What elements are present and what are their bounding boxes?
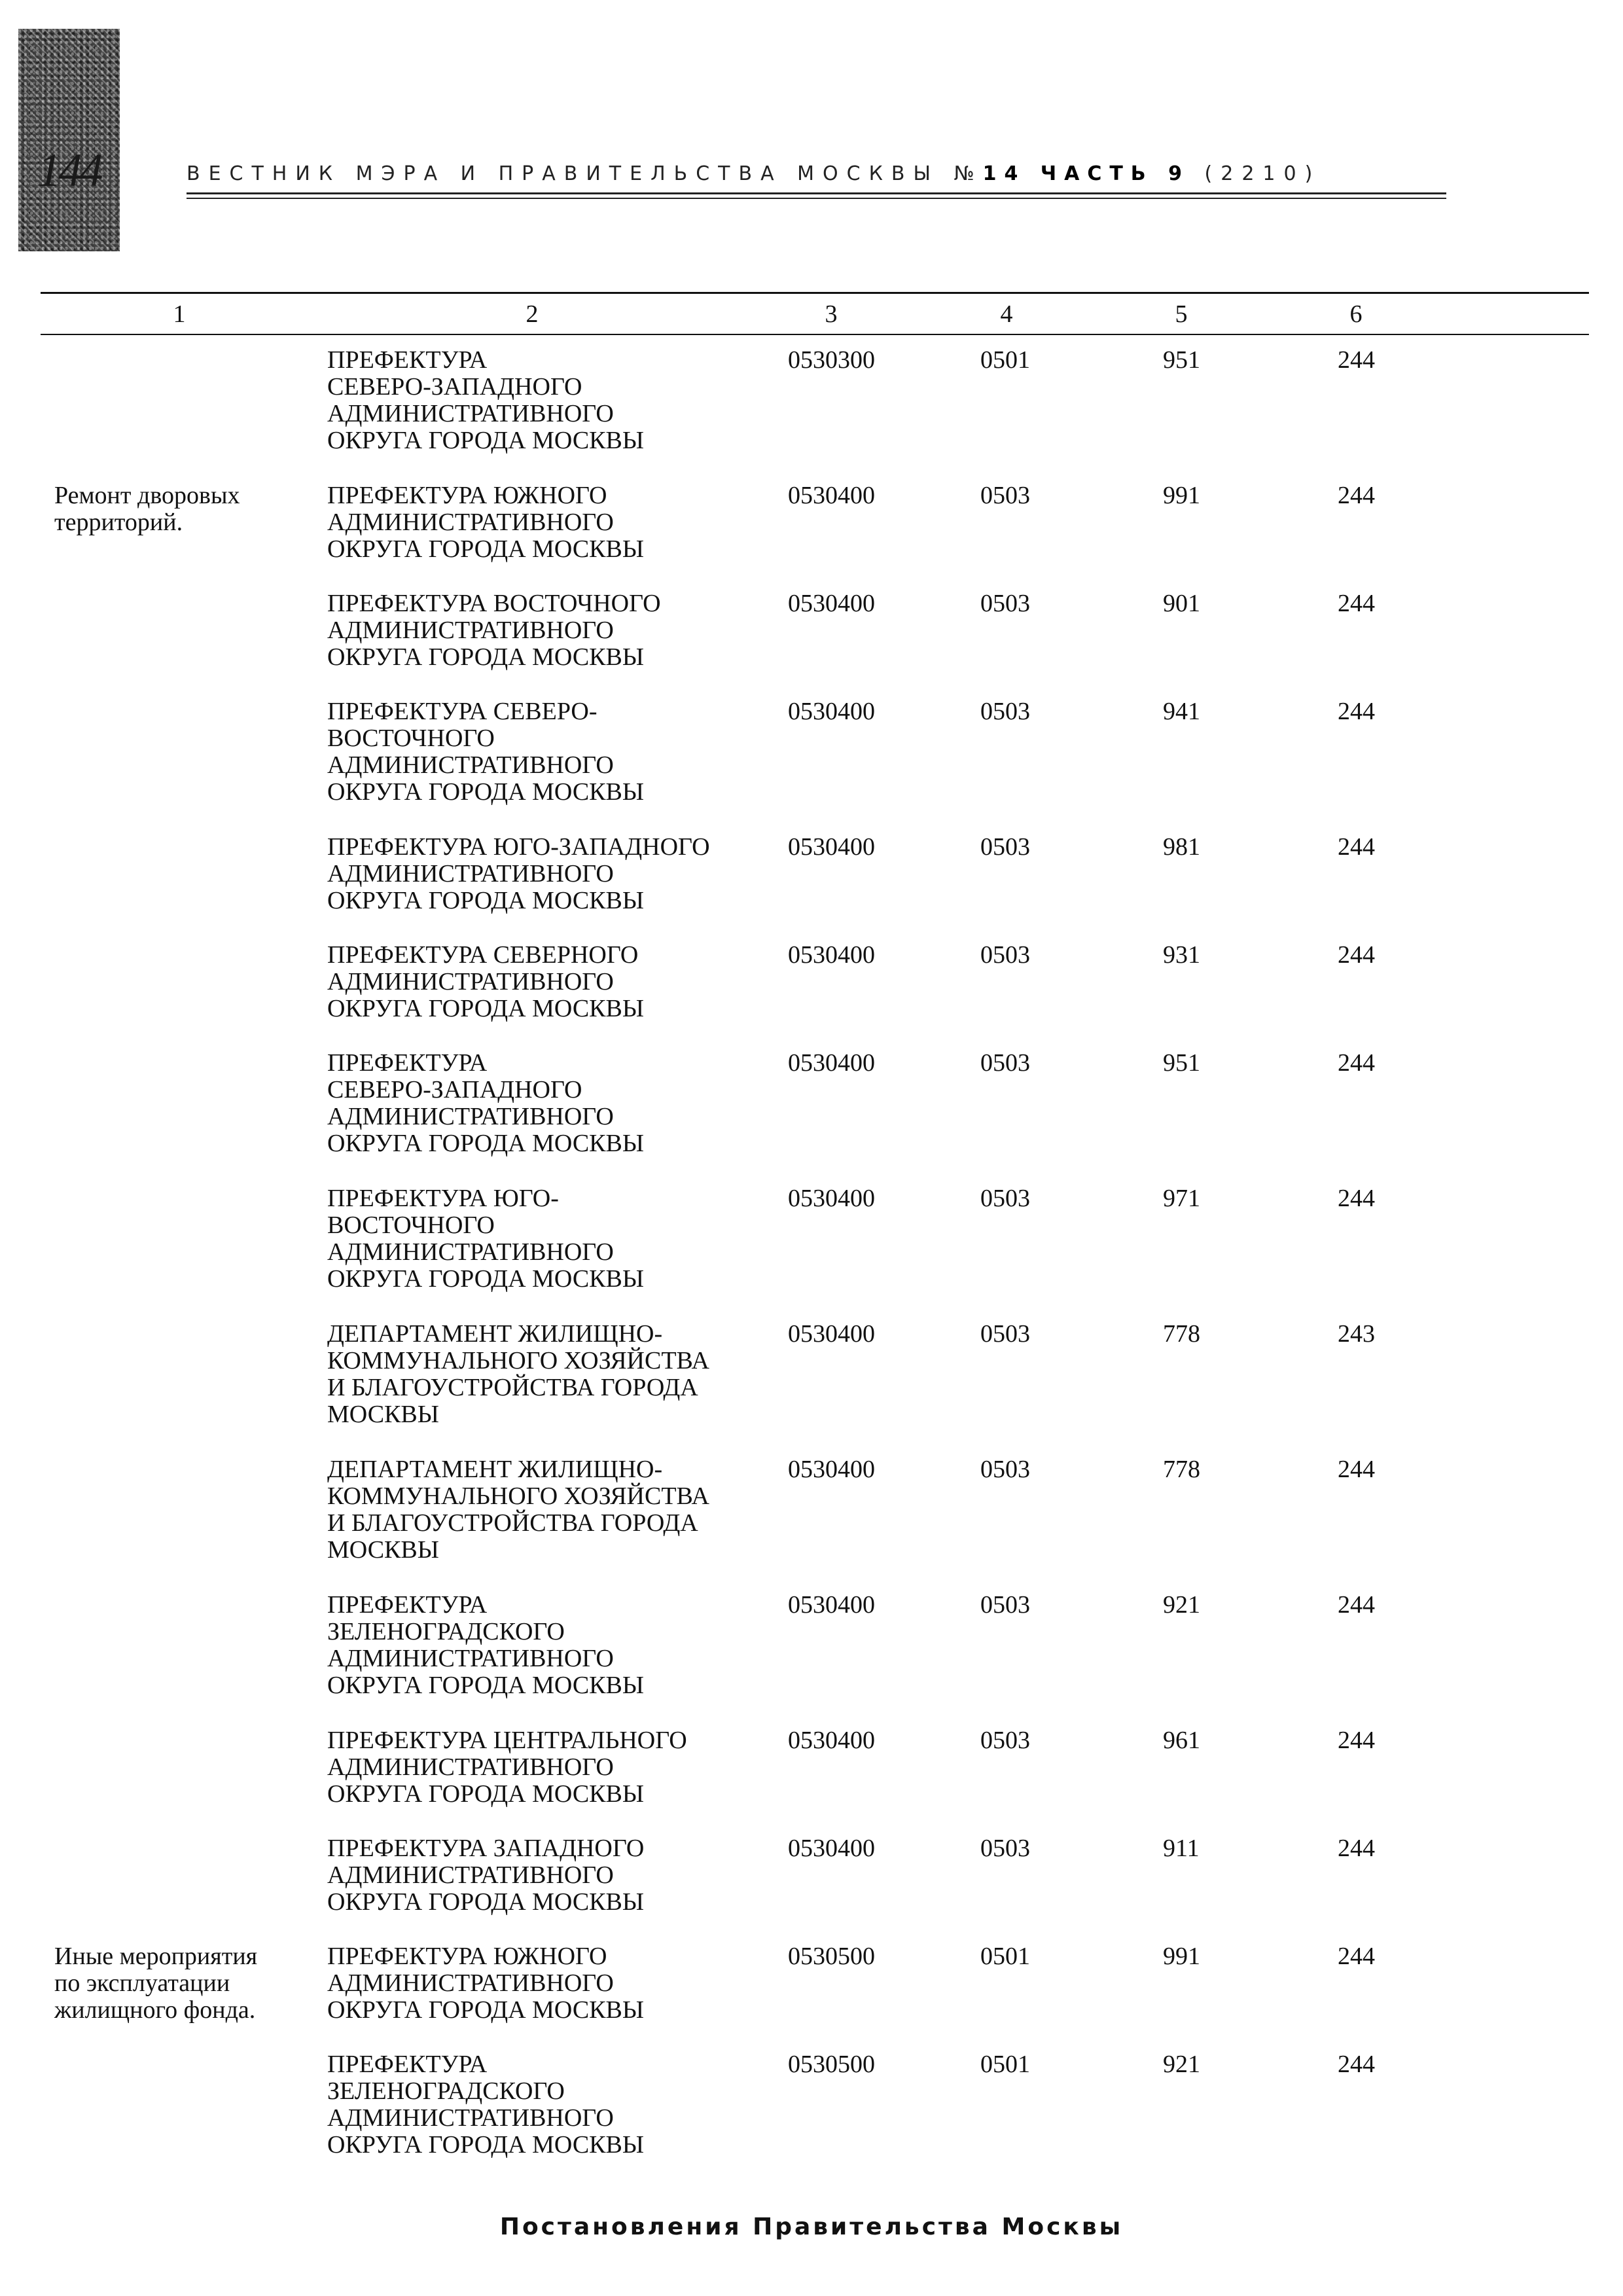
agency-name-line: ОКРУГА ГОРОДА МОСКВЫ	[327, 1780, 644, 1808]
section-code: 0503	[980, 1049, 1030, 1077]
target-article-code: 0530400	[788, 482, 875, 509]
activity-description-line: территорий.	[54, 509, 183, 536]
agency-name	[327, 1835, 746, 1916]
agency-name-line: ОКРУГА ГОРОДА МОСКВЫ	[327, 1130, 644, 1157]
agency-name-line: АДМИНИСТРАТИВНОГО	[327, 509, 614, 536]
agency-name	[327, 1185, 746, 1293]
section-code: 0503	[980, 1835, 1030, 1862]
agency-name-line: ОКРУГА ГОРОДА МОСКВЫ	[327, 535, 644, 563]
agency-name-line: ВОСТОЧНОГО	[327, 725, 495, 752]
agency-name-line: АДМИНИСТРАТИВНОГО	[327, 400, 614, 427]
expense-type-code: 244	[1338, 1456, 1375, 1483]
target-article-code: 0530400	[788, 1456, 875, 1483]
agency-name-line: СЕВЕРО-ЗАПАДНОГО	[327, 373, 582, 401]
agency-name-line: ОКРУГА ГОРОДА МОСКВЫ	[327, 1996, 644, 2024]
section-code: 0503	[980, 1185, 1030, 1212]
agency-name-line: АДМИНИСТРАТИВНОГО	[327, 1969, 614, 1997]
agency-name-line: ОКРУГА ГОРОДА МОСКВЫ	[327, 887, 644, 914]
agency-name-line: АДМИНИСТРАТИВНОГО	[327, 617, 614, 644]
agency-code: 941	[1163, 698, 1200, 725]
agency-name-line: ПРЕФЕКТУРА СЕВЕРО-	[327, 698, 597, 725]
agency-name-line: ОКРУГА ГОРОДА МОСКВЫ	[327, 1265, 644, 1293]
agency-name-line: ПРЕФЕКТУРА ВОСТОЧНОГО	[327, 590, 661, 617]
agency-code: 911	[1163, 1835, 1200, 1862]
agency-name-line: ПРЕФЕКТУРА ЮГО-	[327, 1185, 559, 1212]
agency-name	[327, 1592, 746, 1699]
section-code: 0503	[980, 1591, 1030, 1619]
page-footer: Постановления Правительства Москвы	[499, 2214, 1124, 2240]
masthead-title: ВЕСТНИК МЭРА И ПРАВИТЕЛЬСТВА МОСКВЫ №	[187, 162, 983, 185]
column-header-5: 5	[1175, 300, 1188, 328]
agency-name-line: ОКРУГА ГОРОДА МОСКВЫ	[327, 1888, 644, 1916]
activity-description-line: Ремонт дворовых	[54, 482, 240, 509]
column-header-6: 6	[1349, 300, 1363, 328]
agency-name-line: ОКРУГА ГОРОДА МОСКВЫ	[327, 2131, 644, 2159]
agency-name	[327, 1727, 746, 1808]
agency-name	[327, 1456, 746, 1564]
section-code: 0503	[980, 590, 1030, 617]
target-article-code: 0530400	[788, 1727, 875, 1754]
expense-type-code: 244	[1338, 2051, 1375, 2078]
agency-name-line: АДМИНИСТРАТИВНОГО	[327, 751, 614, 779]
activity-description-line: Иные мероприятия	[54, 1943, 258, 1970]
agency-name-line: АДМИНИСТРАТИВНОГО	[327, 1861, 614, 1889]
agency-name-line: АДМИНИСТРАТИВНОГО	[327, 2104, 614, 2132]
agency-code: 921	[1163, 2051, 1200, 2078]
section-code: 0501	[980, 346, 1030, 374]
section-code: 0501	[980, 2051, 1030, 2078]
expense-type-code: 244	[1338, 1049, 1375, 1077]
activity-description-line: по эксплуатации	[54, 1969, 230, 1997]
agency-code: 991	[1163, 482, 1200, 509]
agency-name-line: ПРЕФЕКТУРА ЮГО-ЗАПАДНОГО	[327, 833, 710, 861]
section-code: 0503	[980, 941, 1030, 969]
expense-type-code: 243	[1338, 1320, 1375, 1348]
agency-name-line: МОСКВЫ	[327, 1401, 439, 1428]
target-article-code: 0530400	[788, 1591, 875, 1619]
section-code: 0503	[980, 698, 1030, 725]
target-article-code: 0530400	[788, 590, 875, 617]
agency-code: 921	[1163, 1591, 1200, 1619]
section-code: 0503	[980, 1320, 1030, 1348]
agency-name	[327, 347, 746, 454]
target-article-code: 0530400	[788, 833, 875, 861]
agency-code: 778	[1163, 1320, 1200, 1348]
agency-name	[327, 2051, 746, 2159]
agency-code: 981	[1163, 833, 1200, 861]
target-article-code: 0530500	[788, 2051, 875, 2078]
column-header-3: 3	[825, 300, 838, 328]
section-code: 0503	[980, 482, 1030, 509]
target-article-code: 0530400	[788, 941, 875, 969]
agency-name-line: ПРЕФЕКТУРА	[327, 1591, 488, 1619]
agency-name-line: КОММУНАЛЬНОГО ХОЗЯЙСТВА	[327, 1482, 709, 1510]
masthead-rule	[187, 192, 1446, 194]
target-article-code: 0530400	[788, 698, 875, 725]
agency-name	[327, 1050, 746, 1157]
agency-name-line: ДЕПАРТАМЕНТ ЖИЛИЩНО-	[327, 1456, 663, 1483]
target-article-code: 0530400	[788, 1835, 875, 1862]
section-code: 0501	[980, 1943, 1030, 1970]
masthead-issue: 14 ЧАСТЬ 9	[982, 162, 1190, 185]
activity-description	[54, 482, 296, 536]
expense-type-code: 244	[1338, 1943, 1375, 1970]
expense-type-code: 244	[1338, 482, 1375, 509]
agency-name-line: МОСКВЫ	[327, 1536, 439, 1564]
agency-name-line: АДМИНИСТРАТИВНОГО	[327, 860, 614, 888]
agency-name-line: ОКРУГА ГОРОДА МОСКВЫ	[327, 1672, 644, 1699]
agency-name-line: ПРЕФЕКТУРА	[327, 346, 488, 374]
column-header-2: 2	[526, 300, 539, 328]
masthead-number: (2210)	[1204, 162, 1321, 185]
agency-code: 931	[1163, 941, 1200, 969]
agency-name-line: ПРЕФЕКТУРА	[327, 2051, 488, 2078]
agency-code: 901	[1163, 590, 1200, 617]
expense-type-code: 244	[1338, 1727, 1375, 1754]
agency-name-line: ОКРУГА ГОРОДА МОСКВЫ	[327, 643, 644, 671]
agency-name-line: ОКРУГА ГОРОДА МОСКВЫ	[327, 995, 644, 1022]
agency-name	[327, 942, 746, 1022]
column-header-1: 1	[173, 300, 186, 328]
agency-name-line: ВОСТОЧНОГО	[327, 1211, 495, 1239]
activity-description	[54, 1943, 296, 2024]
target-article-code: 0530400	[788, 1320, 875, 1348]
table-top-rule	[41, 292, 1589, 294]
page-number-stamp	[18, 29, 120, 251]
agency-name-line: ОКРУГА ГОРОДА МОСКВЫ	[327, 778, 644, 806]
agency-name-line: СЕВЕРО-ЗАПАДНОГО	[327, 1076, 582, 1103]
agency-name-line: ОКРУГА ГОРОДА МОСКВЫ	[327, 427, 644, 454]
section-code: 0503	[980, 1456, 1030, 1483]
agency-name-line: ПРЕФЕКТУРА СЕВЕРНОГО	[327, 941, 639, 969]
column-header-4: 4	[1000, 300, 1013, 328]
activity-description-line: жилищного фонда.	[54, 1996, 256, 2024]
expense-type-code: 244	[1338, 1591, 1375, 1619]
agency-name-line: АДМИНИСТРАТИВНОГО	[327, 968, 614, 996]
agency-name-line: ПРЕФЕКТУРА ЮЖНОГО	[327, 482, 607, 509]
expense-type-code: 244	[1338, 1835, 1375, 1862]
expense-type-code: 244	[1338, 1185, 1375, 1212]
target-article-code: 0530400	[788, 1185, 875, 1212]
expense-type-code: 244	[1338, 941, 1375, 969]
agency-name	[327, 1321, 746, 1428]
agency-name-line: И БЛАГОУСТРОЙСТВА ГОРОДА	[327, 1509, 698, 1537]
masthead-rule	[187, 198, 1446, 199]
agency-name-line: И БЛАГОУСТРОЙСТВА ГОРОДА	[327, 1374, 698, 1401]
table-header-rule	[41, 334, 1589, 335]
target-article-code: 0530300	[788, 346, 875, 374]
agency-name-line: КОММУНАЛЬНОГО ХОЗЯЙСТВА	[327, 1347, 709, 1374]
expense-type-code: 244	[1338, 833, 1375, 861]
agency-code: 971	[1163, 1185, 1200, 1212]
expense-type-code: 244	[1338, 698, 1375, 725]
agency-code: 951	[1163, 1049, 1200, 1077]
agency-name-line: ЗЕЛЕНОГРАДСКОГО	[327, 2077, 565, 2105]
target-article-code: 0530400	[788, 1049, 875, 1077]
target-article-code: 0530500	[788, 1943, 875, 1970]
agency-name	[327, 698, 746, 806]
page-number: 144	[37, 144, 101, 196]
agency-name-line: ДЕПАРТАМЕНТ ЖИЛИЩНО-	[327, 1320, 663, 1348]
agency-code: 961	[1163, 1727, 1200, 1754]
expense-type-code: 244	[1338, 346, 1375, 374]
agency-name-line: АДМИНИСТРАТИВНОГО	[327, 1238, 614, 1266]
section-code: 0503	[980, 833, 1030, 861]
agency-code: 951	[1163, 346, 1200, 374]
agency-name-line: АДМИНИСТРАТИВНОГО	[327, 1645, 614, 1672]
agency-name-line: АДМИНИСТРАТИВНОГО	[327, 1103, 614, 1130]
masthead	[187, 162, 1446, 185]
agency-name-line: ПРЕФЕКТУРА ЗАПАДНОГО	[327, 1835, 645, 1862]
agency-name	[327, 1943, 746, 2024]
agency-name	[327, 834, 746, 914]
expense-type-code: 244	[1338, 590, 1375, 617]
agency-name-line: АДМИНИСТРАТИВНОГО	[327, 1753, 614, 1781]
section-code: 0503	[980, 1727, 1030, 1754]
agency-name-line: ПРЕФЕКТУРА ЦЕНТРАЛЬНОГО	[327, 1727, 687, 1754]
agency-name-line: ПРЕФЕКТУРА	[327, 1049, 488, 1077]
agency-name	[327, 590, 746, 671]
agency-name-line: ЗЕЛЕНОГРАДСКОГО	[327, 1618, 565, 1645]
agency-name-line: ПРЕФЕКТУРА ЮЖНОГО	[327, 1943, 607, 1970]
agency-name	[327, 482, 746, 563]
agency-code: 991	[1163, 1943, 1200, 1970]
agency-code: 778	[1163, 1456, 1200, 1483]
